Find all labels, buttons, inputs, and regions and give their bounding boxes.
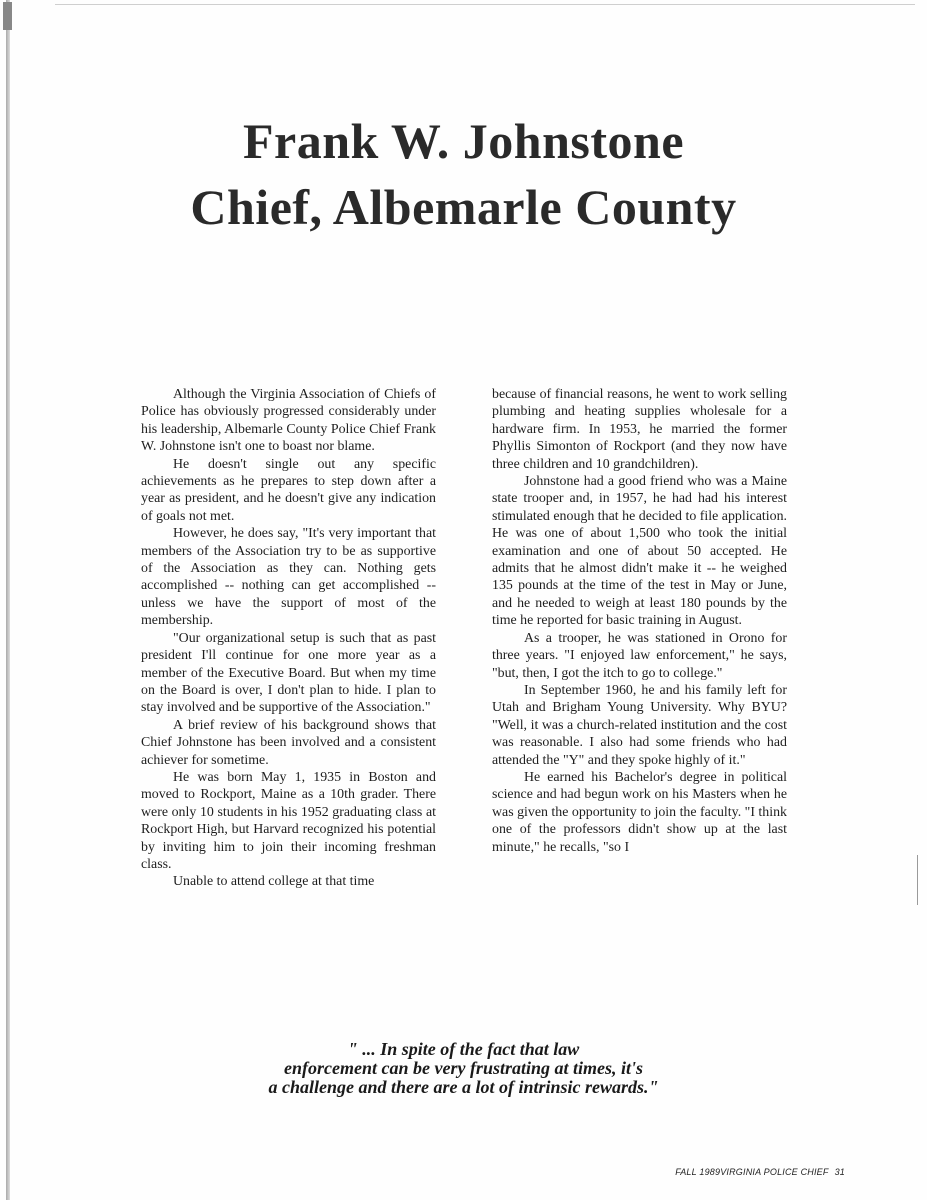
paragraph: Johnstone had a good friend who was a Maine state trooper and, in 1957, he had had his interest stimulated enough that he decided to file application. He was one of about 1,500 who took the initial examination and one of about 50 accepted. He admits that he almost didn't make it -- he weighed 135 pounds at the time of the test in May or June, and he needed to weigh at least 180 pounds by the time he reported for basic training in August.	[492, 474, 787, 629]
paragraph: Although the Virginia Association of Chiefs of Police has obviously progressed considerably under his leadership, Albemarle County Police Chief Frank W. Johnstone isn't one to boast nor blame.	[141, 387, 436, 455]
page-footer	[675, 1167, 845, 1177]
paragraph: "Our organizational setup is such that as past president I'll continue for one more year as a member of the Executive Board. But when my time on the Board is over, I don't plan to hide. I plan to stay involved and be supportive of the Association."	[141, 630, 436, 716]
pull-quote	[0, 1040, 927, 1097]
pull-quote-line: a challenge and there are a lot of intrinsic rewards."	[268, 1077, 659, 1097]
right-column	[492, 386, 787, 856]
pull-quote-line: " ... In spite of the fact that law	[347, 1039, 580, 1059]
top-edge-rule	[55, 4, 915, 5]
paragraph: As a trooper, he was stationed in Orono for three years. "I enjoyed law enforcement," he says, "but, then, I got the itch to go to college."	[492, 630, 787, 681]
page-number: 31	[834, 1167, 845, 1177]
paragraph: A brief review of his background shows that Chief Johnstone has been involved and a consistent achiever for sometime.	[141, 717, 436, 768]
paragraph: He earned his Bachelor's degree in political science and had begun work on his Masters when he was given the opportunity to join the faculty. "I think one of the professors didn't show up at the last minute," he recalls, "so I	[492, 769, 787, 855]
binding-notch	[3, 2, 12, 30]
paragraph-continuation: because of financial reasons, he went to work selling plumbing and heating supplies wholesale for a hardware firm. In 1953, he married the former Phyllis Simonton of Rockport (and they now have three children and 10 grandchildren).	[492, 387, 787, 472]
title-line-position: Chief, Albemarle County	[190, 179, 737, 235]
article-title	[0, 108, 927, 240]
paragraph: Unable to attend college at that time	[173, 874, 375, 890]
title-line-name: Frank W. Johnstone	[242, 113, 685, 169]
paragraph: He doesn't single out any specific achievements as he prepares to step down after a year as president, and he doesn't give any indication of goals not met.	[141, 456, 436, 524]
paragraph: He was born May 1, 1935 in Boston and moved to Rockport, Maine as a 10th grader. There were only 10 students in his 1952 graduating class at Rockport High, but Harvard recognized his potential by inviting him to join their incoming freshman class.	[141, 769, 436, 872]
left-column	[141, 386, 436, 891]
paragraph: However, he does say, "It's very important that members of the Association try to be as supportive of the Association as they can. Nothing gets accomplished -- nothing can get accomplished -- unless we have the support of most of the membership.	[141, 526, 436, 629]
right-margin-mark	[917, 855, 918, 905]
issue-label: FALL 1989VIRGINIA POLICE CHIEF	[675, 1167, 829, 1177]
pull-quote-line: enforcement can be very frustrating at times, it's	[284, 1058, 643, 1078]
paragraph: In September 1960, he and his family left for Utah and Brigham Young University. Why BYU? "Well, it was a church-related institution and the cost was reasonable. I also had some friends who had attended the "Y" and they spoke highly of it."	[492, 682, 787, 768]
